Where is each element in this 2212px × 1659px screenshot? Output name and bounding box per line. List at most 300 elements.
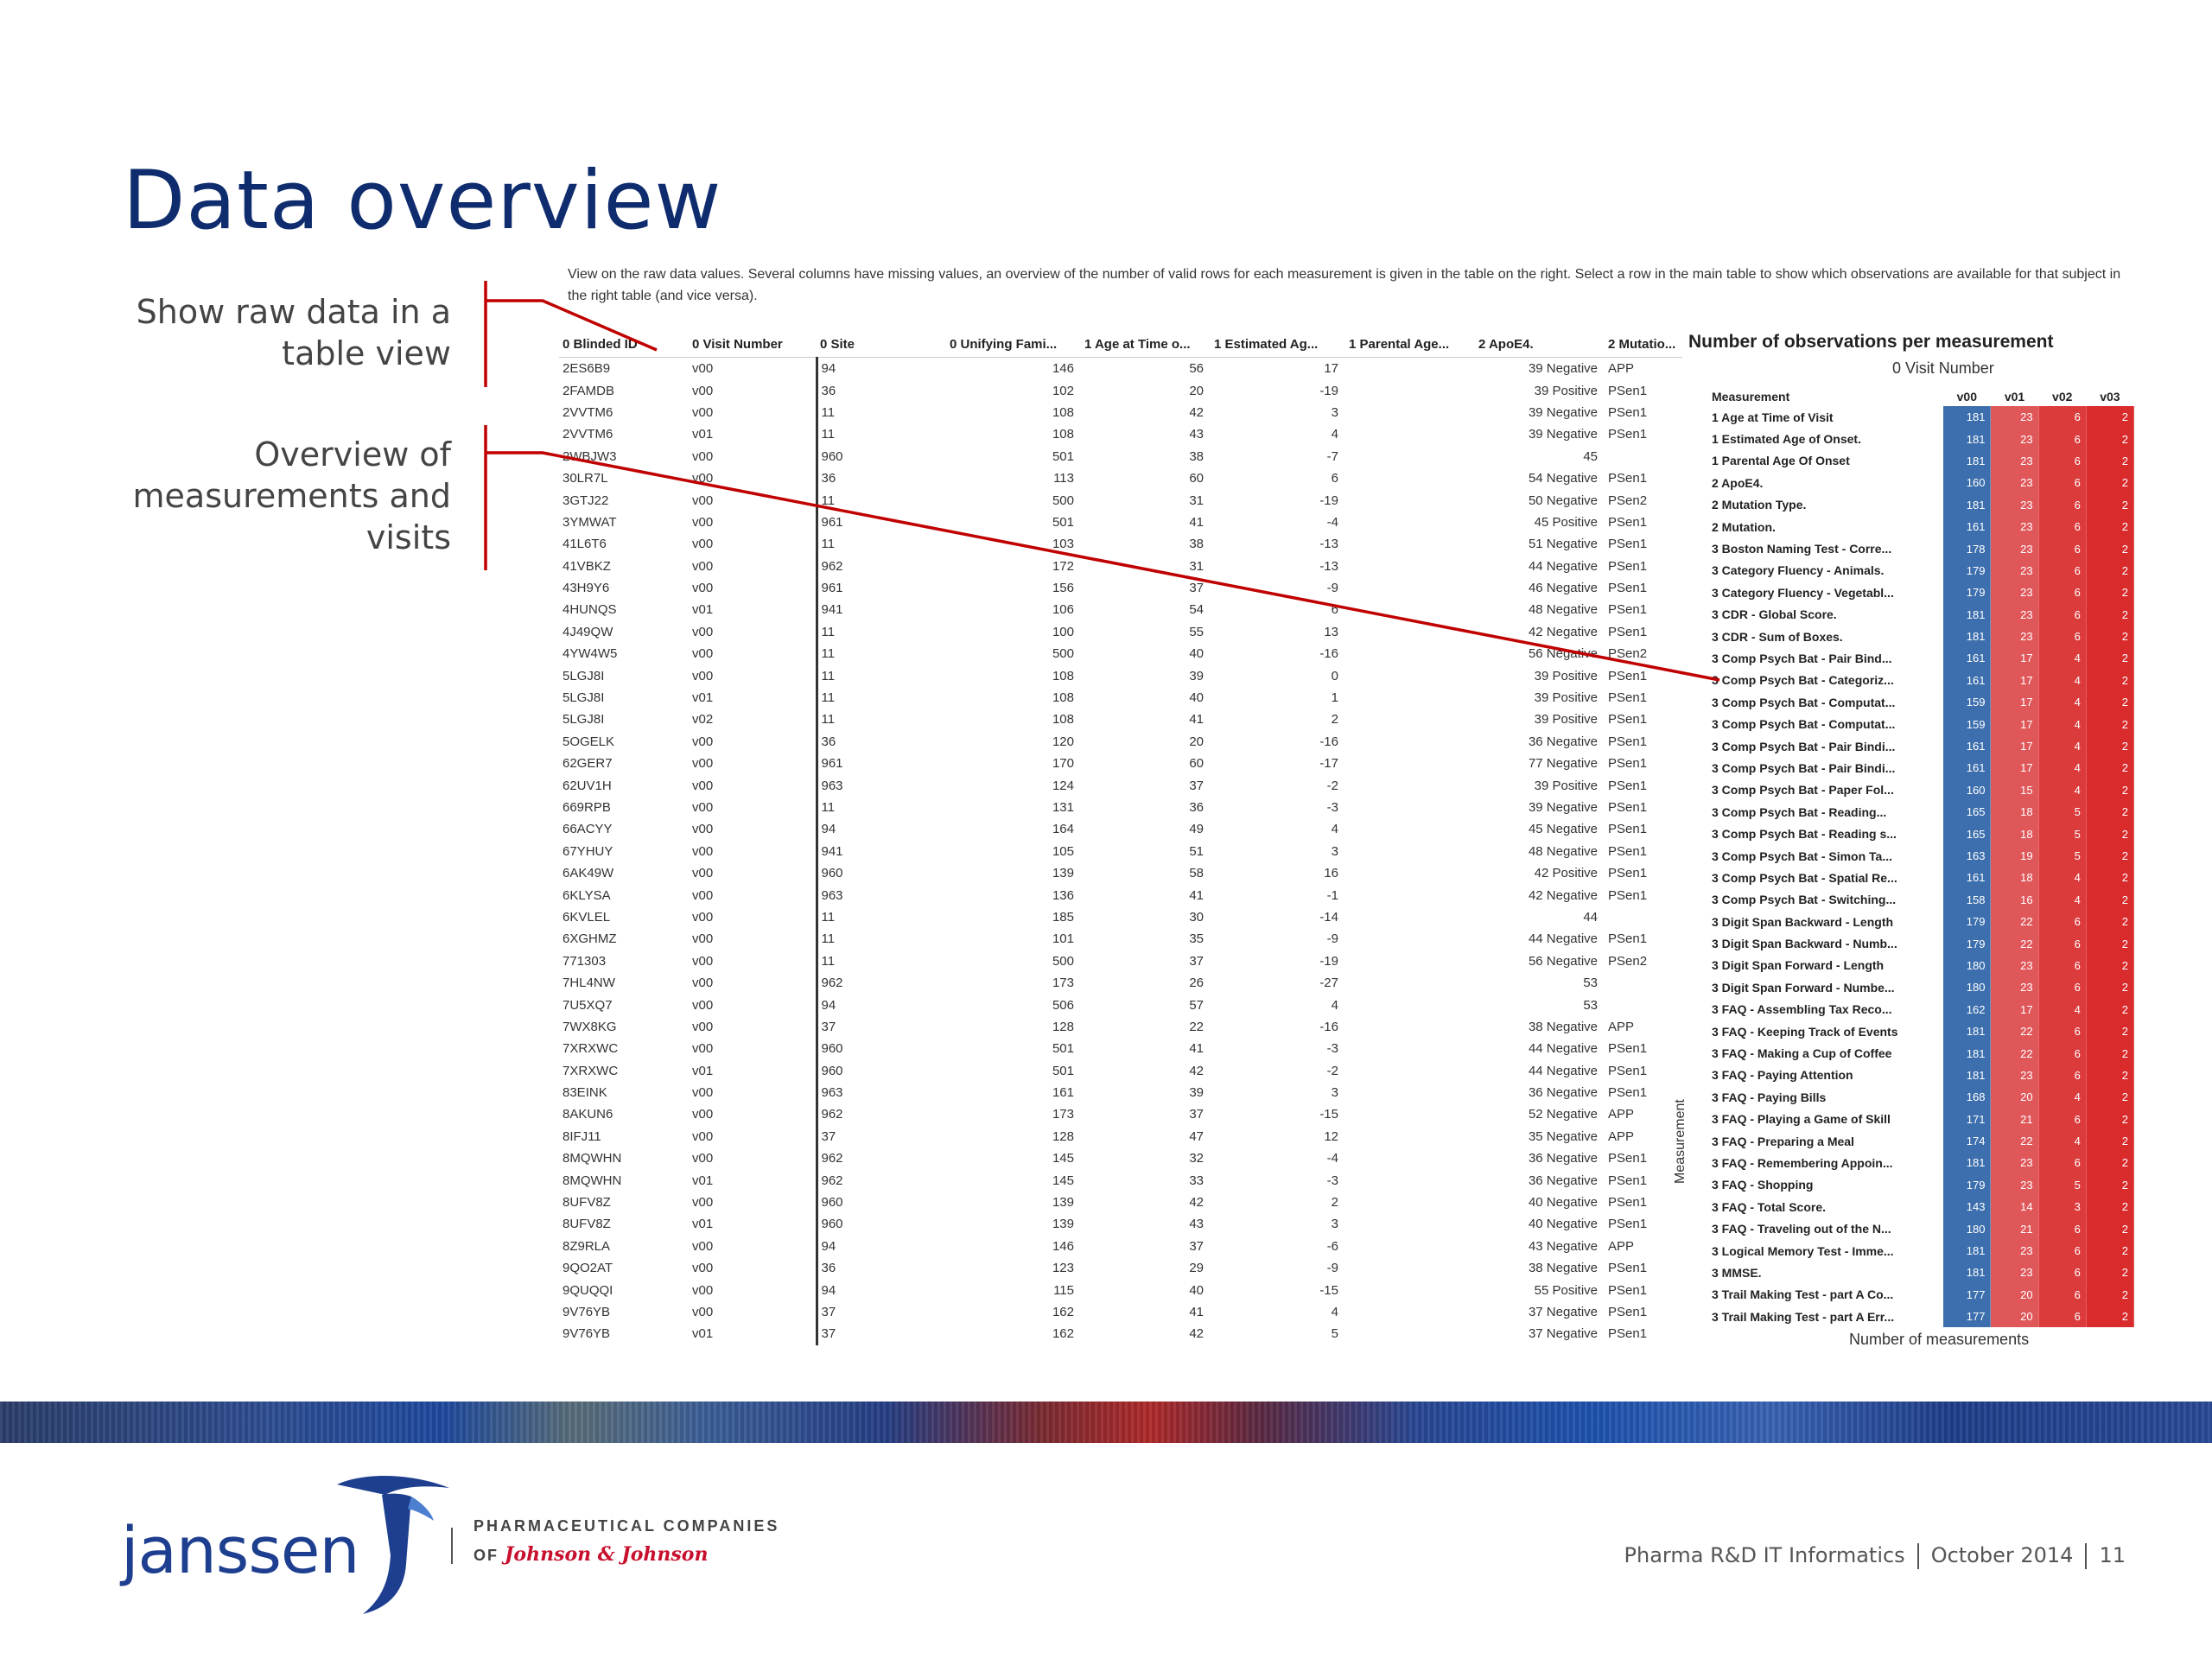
observation-row[interactable] — [1709, 450, 2134, 472]
observation-row[interactable] — [1709, 406, 2134, 428]
footer-separator — [1917, 1543, 1919, 1569]
table-cell: 60 — [1189, 471, 1204, 486]
table-cell: 5LGJ8I — [563, 668, 605, 683]
observations-table[interactable] — [1709, 387, 2134, 1327]
table-cell: 44 Negative — [1528, 1063, 1598, 1078]
table-cell: 94 — [817, 994, 946, 1015]
table-row[interactable] — [559, 643, 1682, 664]
table-cell: 0 — [1331, 668, 1338, 683]
table-cell: 11 — [817, 489, 946, 511]
count-cell: 2 — [2086, 670, 2133, 691]
table-row[interactable] — [559, 950, 1682, 972]
table-row[interactable] — [559, 621, 1682, 643]
table-cell: 56 Negative — [1528, 646, 1598, 662]
table-cell: 40 Negative — [1528, 1195, 1598, 1211]
count-cell: 2 — [2086, 889, 2133, 911]
count-cell: 2 — [2086, 845, 2133, 867]
table-row[interactable] — [559, 664, 1682, 686]
table-cell: PSen1 — [1608, 1304, 1648, 1319]
table-cell: 39 Negative — [1528, 427, 1598, 442]
observation-row[interactable] — [1709, 757, 2134, 779]
table-cell: 108 — [1052, 427, 1074, 442]
count-cell: 161 — [1943, 670, 1991, 691]
observation-row[interactable] — [1709, 1196, 2134, 1217]
observations-header-row — [1709, 387, 2134, 406]
observation-row[interactable] — [1709, 604, 2134, 626]
observation-row[interactable] — [1709, 560, 2134, 582]
count-cell: 17 — [1991, 757, 2038, 779]
table-row[interactable] — [559, 402, 1682, 423]
table-cell: 962 — [817, 1147, 946, 1169]
measurement-axis-label: Measurement — [1673, 1099, 1688, 1184]
table-cell: 113 — [1053, 471, 1074, 486]
table-row[interactable] — [559, 994, 1682, 1015]
observation-row[interactable] — [1709, 647, 2134, 669]
count-cell: 15 — [1991, 779, 2038, 801]
measurement-label: 3 Comp Psych Bat - Paper Fol... — [1712, 783, 1894, 798]
table-cell: v00 — [692, 909, 714, 925]
table-cell: 60 — [1189, 756, 1204, 772]
table-cell: 11 — [817, 928, 946, 950]
observation-row[interactable] — [1709, 1086, 2134, 1108]
measurement-label: 3 Digit Span Forward - Numbe... — [1712, 980, 1895, 995]
table-cell: 4J49QW — [563, 624, 613, 639]
count-cell: 17 — [1991, 735, 2038, 757]
column-header[interactable]: 1 Parental Age... — [1345, 331, 1475, 358]
measurement-label: 3 Comp Psych Bat - Pair Bind... — [1712, 651, 1892, 665]
count-cell: 23 — [1991, 560, 2038, 582]
table-cell: 55 Positive — [1534, 1282, 1598, 1298]
table-cell: v00 — [692, 1282, 714, 1298]
table-row[interactable] — [559, 1016, 1682, 1038]
table-cell: 36 — [817, 1257, 946, 1279]
count-cell: 2 — [2086, 582, 2133, 603]
count-cell: 160 — [1943, 472, 1991, 493]
count-cell: 6 — [2038, 516, 2086, 537]
table-row[interactable] — [559, 1126, 1682, 1147]
table-row[interactable] — [559, 423, 1682, 445]
table-cell: 8MQWHN — [563, 1151, 622, 1166]
table-row[interactable] — [559, 972, 1682, 994]
table-row[interactable] — [559, 512, 1682, 533]
count-cell: 6 — [2038, 450, 2086, 472]
table-cell: -4 — [1326, 1151, 1338, 1166]
table-cell: v01 — [692, 1063, 714, 1078]
observation-row[interactable] — [1709, 1042, 2134, 1064]
count-cell: 2 — [2086, 911, 2133, 932]
table-row[interactable] — [559, 1192, 1682, 1213]
table-row[interactable] — [559, 467, 1682, 489]
measurement-label: 3 Trail Making Test - part A Err... — [1712, 1309, 1895, 1324]
observation-row[interactable] — [1709, 1130, 2134, 1152]
count-cell: 6 — [2038, 1109, 2086, 1130]
measurement-label: 3 Digit Span Backward - Length — [1712, 914, 1894, 929]
count-cell: 6 — [2038, 1217, 2086, 1239]
table-cell: 62GER7 — [563, 756, 613, 772]
table-cell: 173 — [1052, 1107, 1074, 1122]
table-cell: 37 — [817, 1301, 946, 1323]
observations-body — [1709, 406, 2134, 1327]
measurement-label: 3 Comp Psych Bat - Spatial Re... — [1712, 870, 1897, 885]
table-cell: v01 — [692, 690, 714, 706]
table-cell: 50 Negative — [1528, 493, 1598, 508]
count-cell: 20 — [1991, 1086, 2038, 1108]
observation-row[interactable] — [1709, 1020, 2134, 1042]
table-cell: 38 — [1189, 537, 1204, 552]
table-row[interactable] — [559, 1257, 1682, 1279]
table-cell: 501 — [1052, 448, 1074, 464]
measurement-label: 3 Digit Span Backward - Numb... — [1712, 937, 1897, 951]
table-cell: 145 — [1052, 1151, 1074, 1166]
count-cell: 181 — [1943, 1152, 1991, 1173]
table-row[interactable] — [559, 599, 1682, 620]
table-cell: 115 — [1053, 1282, 1074, 1298]
table-cell: 11 — [817, 423, 946, 445]
table-cell: 53 — [1583, 976, 1598, 991]
table-cell: v00 — [692, 448, 714, 464]
count-cell: 165 — [1943, 823, 1991, 844]
observation-row[interactable] — [1709, 867, 2134, 888]
table-cell: 164 — [1052, 822, 1074, 837]
observation-row[interactable] — [1709, 626, 2134, 647]
table-cell: -6 — [1326, 1238, 1338, 1254]
table-cell: PSen1 — [1608, 624, 1648, 639]
table-row[interactable] — [559, 1213, 1682, 1235]
table-cell: PSen1 — [1608, 668, 1648, 683]
table-cell: 9QUQQI — [563, 1282, 613, 1298]
count-cell: 181 — [1943, 1240, 1991, 1262]
table-cell: 4 — [1331, 427, 1338, 442]
count-cell: 5 — [2038, 823, 2086, 844]
table-body — [559, 358, 1682, 1345]
observation-row[interactable] — [1709, 1240, 2134, 1262]
table-row[interactable] — [559, 1323, 1682, 1344]
observation-row[interactable] — [1709, 999, 2134, 1020]
table-row[interactable] — [559, 818, 1682, 840]
count-cell: 161 — [1943, 516, 1991, 537]
table-cell: 962 — [817, 972, 946, 994]
count-cell: 4 — [2038, 757, 2086, 779]
table-row[interactable] — [559, 884, 1682, 906]
table-row[interactable] — [559, 533, 1682, 555]
table-cell: 94 — [817, 818, 946, 840]
table-cell: 131 — [1052, 800, 1074, 815]
count-cell: 2 — [2086, 801, 2133, 823]
table-row[interactable] — [559, 841, 1682, 862]
observation-row[interactable] — [1709, 801, 2134, 823]
table-cell: PSen2 — [1608, 646, 1648, 662]
observation-row[interactable] — [1709, 1217, 2134, 1239]
table-cell: v00 — [692, 1128, 714, 1144]
table-cell: 5 — [1331, 1326, 1338, 1342]
observation-row[interactable] — [1709, 911, 2134, 932]
table-cell: v00 — [692, 404, 714, 420]
table-cell: 11 — [817, 950, 946, 972]
table-cell: 37 — [817, 1323, 946, 1344]
count-cell: 2 — [2086, 406, 2133, 428]
count-cell: 6 — [2038, 472, 2086, 493]
measurement-label: 3 Category Fluency - Animals. — [1712, 563, 1885, 578]
observation-row[interactable] — [1709, 582, 2134, 603]
table-cell: PSen1 — [1608, 514, 1648, 530]
measurement-label: 3 FAQ - Assembling Tax Reco... — [1712, 1002, 1892, 1017]
table-cell: 139 — [1052, 1195, 1074, 1211]
table-row[interactable] — [559, 1147, 1682, 1169]
measurement-label: 2 Mutation Type. — [1712, 498, 1807, 512]
table-cell: 37 — [1189, 778, 1204, 793]
table-cell: v00 — [692, 734, 714, 749]
table-cell: v00 — [692, 624, 714, 639]
table-cell: 128 — [1052, 1128, 1074, 1144]
table-cell: -3 — [1326, 1173, 1338, 1188]
table-cell: 2VVTM6 — [563, 404, 613, 420]
table-cell: 47 — [1189, 1128, 1204, 1144]
table-cell: 48 Negative — [1528, 843, 1598, 859]
measurement-label: 1 Estimated Age of Onset. — [1712, 432, 1861, 447]
table-row[interactable] — [559, 577, 1682, 599]
observation-row[interactable] — [1709, 1262, 2134, 1283]
observation-row[interactable] — [1709, 516, 2134, 537]
observation-row[interactable] — [1709, 494, 2134, 516]
column-header[interactable]: 2 ApoE4. — [1475, 331, 1605, 358]
table-cell: 41 — [1189, 887, 1204, 903]
count-cell: 181 — [1943, 1262, 1991, 1283]
table-cell: 42 Positive — [1534, 866, 1598, 881]
table-cell: PSen1 — [1608, 383, 1648, 398]
count-cell: 2 — [2086, 472, 2133, 493]
count-cell: 2 — [2086, 1217, 2133, 1239]
count-cell: 2 — [2086, 1306, 2133, 1327]
count-cell: 163 — [1943, 845, 1991, 867]
count-cell: 22 — [1991, 1020, 2038, 1042]
table-cell: 4 — [1331, 997, 1338, 1013]
table-row[interactable] — [559, 906, 1682, 928]
raw-data-table[interactable] — [559, 331, 1682, 1355]
table-cell: 62UV1H — [563, 778, 612, 793]
table-row[interactable] — [559, 1082, 1682, 1103]
count-cell: 179 — [1943, 1174, 1991, 1196]
observation-row[interactable] — [1709, 691, 2134, 713]
table-row[interactable] — [559, 862, 1682, 884]
table-cell: v00 — [692, 646, 714, 662]
table-row[interactable] — [559, 687, 1682, 709]
count-cell: 6 — [2038, 560, 2086, 582]
count-cell: 181 — [1943, 450, 1991, 472]
observation-row[interactable] — [1709, 713, 2134, 734]
observation-row[interactable] — [1709, 823, 2134, 844]
pharma-line2 — [474, 1543, 708, 1566]
observation-row[interactable] — [1709, 932, 2134, 954]
table-row[interactable] — [559, 489, 1682, 511]
table-row[interactable] — [559, 1279, 1682, 1300]
table-cell: 963 — [817, 774, 946, 796]
table-row[interactable] — [559, 709, 1682, 730]
table-cell: APP — [1608, 1019, 1635, 1034]
table-cell: 8UFV8Z — [563, 1217, 611, 1232]
observation-row[interactable] — [1709, 472, 2134, 493]
table-cell: 960 — [817, 1213, 946, 1235]
table-cell: 1 — [1331, 690, 1338, 706]
pharma-line1: PHARMACEUTICAL COMPANIES — [474, 1517, 780, 1535]
table-row[interactable] — [559, 731, 1682, 753]
table-cell: 108 — [1052, 668, 1074, 683]
table-cell: 11 — [817, 621, 946, 643]
count-cell: 178 — [1943, 537, 1991, 559]
table-cell: 42 — [1189, 1326, 1204, 1342]
observation-row[interactable] — [1709, 537, 2134, 559]
observation-row[interactable] — [1709, 955, 2134, 976]
table-cell: 8AKUN6 — [563, 1107, 613, 1122]
column-header[interactable]: 0 Blinded ID — [559, 331, 689, 358]
measurement-label: 3 FAQ - Shopping — [1712, 1178, 1814, 1192]
table-cell: 3 — [1331, 404, 1338, 420]
table-row[interactable] — [559, 1038, 1682, 1059]
measurement-label: 3 Comp Psych Bat - Categoriz... — [1712, 673, 1894, 688]
table-cell: 20 — [1189, 734, 1204, 749]
table-cell: 57 — [1189, 997, 1204, 1013]
table-cell: v00 — [692, 866, 714, 881]
column-header[interactable]: 1 Age at Time o... — [1081, 331, 1211, 358]
table-cell: 36 — [817, 731, 946, 753]
table-cell: 11 — [817, 533, 946, 555]
table-cell: 42 — [1189, 1195, 1204, 1211]
table-row[interactable] — [559, 1169, 1682, 1191]
table-cell: 41 — [1189, 712, 1204, 728]
table-row[interactable] — [559, 774, 1682, 796]
count-cell: 6 — [2038, 626, 2086, 647]
measurement-label: 3 FAQ - Traveling out of the N... — [1712, 1222, 1891, 1236]
observation-row[interactable] — [1709, 1284, 2134, 1306]
observation-row[interactable] — [1709, 735, 2134, 757]
count-cell: 6 — [2038, 1284, 2086, 1306]
observation-row[interactable] — [1709, 1152, 2134, 1173]
table-cell: v00 — [692, 822, 714, 837]
table-row[interactable] — [559, 379, 1682, 401]
table-row[interactable] — [559, 1103, 1682, 1125]
table-row[interactable] — [559, 1301, 1682, 1323]
table-cell: 53 — [1583, 997, 1598, 1013]
measurement-label: 3 FAQ - Keeping Track of Events — [1712, 1024, 1898, 1039]
table-cell: -1 — [1326, 887, 1338, 903]
measurement-label: 3 FAQ - Paying Bills — [1712, 1090, 1827, 1104]
observation-row[interactable] — [1709, 889, 2134, 911]
column-header[interactable]: 0 Unifying Fami... — [946, 331, 1081, 358]
count-cell: 6 — [2038, 406, 2086, 428]
count-cell: 181 — [1943, 428, 1991, 449]
count-cell: 171 — [1943, 1109, 1991, 1130]
measurement-label: 3 Boston Naming Test - Corre... — [1712, 542, 1892, 556]
table-cell: PSen1 — [1608, 1173, 1648, 1188]
observation-row[interactable] — [1709, 1174, 2134, 1196]
table-cell: v00 — [692, 558, 714, 574]
table-cell: 11 — [817, 664, 946, 686]
observations-title: Number of observations per measurement — [1688, 332, 2054, 352]
table-cell: 49 — [1189, 822, 1204, 837]
table-cell: PSen1 — [1608, 1282, 1648, 1298]
count-cell: 2 — [2086, 1152, 2133, 1173]
observation-row[interactable] — [1709, 779, 2134, 801]
table-cell: 42 — [1189, 1063, 1204, 1078]
count-cell: 2 — [2086, 1174, 2133, 1196]
measurement-label: 3 Category Fluency - Vegetabl... — [1712, 585, 1894, 600]
observation-row[interactable] — [1709, 1109, 2134, 1130]
count-cell: 6 — [2038, 976, 2086, 998]
column-header[interactable]: 1 Estimated Ag... — [1211, 331, 1345, 358]
table-cell: v00 — [692, 1261, 714, 1276]
table-cell: 9V76YB — [563, 1304, 611, 1319]
observation-row[interactable] — [1709, 976, 2134, 998]
table-cell: 3 — [1331, 843, 1338, 859]
column-header[interactable]: 2 Mutatio... — [1605, 331, 1682, 358]
count-cell: 6 — [2038, 1065, 2086, 1086]
table-cell: 39 Positive — [1534, 712, 1598, 728]
table-row[interactable] — [559, 446, 1682, 467]
count-cell: 22 — [1991, 932, 2038, 954]
count-cell: 4 — [2038, 779, 2086, 801]
table-cell: v01 — [692, 1173, 714, 1188]
observation-row[interactable] — [1709, 845, 2134, 867]
table-row[interactable] — [559, 753, 1682, 774]
table-row[interactable] — [559, 556, 1682, 577]
count-cell: 19 — [1991, 845, 2038, 867]
slide-title: Data overview — [123, 154, 722, 248]
observation-row[interactable] — [1709, 670, 2134, 691]
count-cell: 2 — [2086, 1130, 2133, 1152]
table-cell: 13 — [1324, 624, 1338, 639]
column-header[interactable]: 0 Visit Number — [689, 331, 817, 358]
table-cell: 41VBKZ — [563, 558, 611, 574]
count-cell: 179 — [1943, 911, 1991, 932]
table-cell: v00 — [692, 668, 714, 683]
count-cell: 23 — [1991, 1240, 2038, 1262]
table-cell: 6AK49W — [563, 866, 614, 881]
table-row[interactable] — [559, 928, 1682, 950]
table-cell: v00 — [692, 1304, 714, 1319]
table-row[interactable] — [559, 358, 1682, 380]
table-cell: 6KVLEL — [563, 909, 611, 925]
table-row[interactable] — [559, 1060, 1682, 1082]
measurement-header: Measurement — [1712, 390, 1790, 404]
count-cell: 161 — [1943, 647, 1991, 669]
count-cell: 23 — [1991, 537, 2038, 559]
table-cell: v00 — [692, 361, 714, 377]
table-cell: -16 — [1319, 1019, 1338, 1034]
count-cell: 159 — [1943, 691, 1991, 713]
table-cell: 170 — [1052, 756, 1074, 772]
table-cell: v00 — [692, 1085, 714, 1101]
observation-row[interactable] — [1709, 1306, 2134, 1327]
table-cell: 40 Negative — [1528, 1217, 1598, 1232]
table-cell: 39 — [1189, 668, 1204, 683]
observation-row[interactable] — [1709, 1065, 2134, 1086]
table-cell: 55 — [1189, 624, 1204, 639]
table-cell: 36 Negative — [1528, 1085, 1598, 1101]
table-cell: 6 — [1331, 602, 1338, 618]
table-cell: 124 — [1052, 778, 1074, 793]
table-row[interactable] — [559, 797, 1682, 818]
count-cell: 2 — [2086, 1020, 2133, 1042]
table-cell: 54 — [1189, 602, 1204, 618]
count-cell: 2 — [2086, 1284, 2133, 1306]
column-header[interactable]: 0 Site — [817, 331, 946, 358]
observation-row[interactable] — [1709, 428, 2134, 449]
count-cell: 181 — [1943, 626, 1991, 647]
measurement-label: 2 ApoE4. — [1712, 475, 1764, 490]
table-cell: PSen1 — [1608, 822, 1648, 837]
table-cell: -19 — [1319, 953, 1338, 969]
table-row[interactable] — [559, 1236, 1682, 1257]
measurement-label: 3 Comp Psych Bat - Simon Ta... — [1712, 849, 1893, 863]
